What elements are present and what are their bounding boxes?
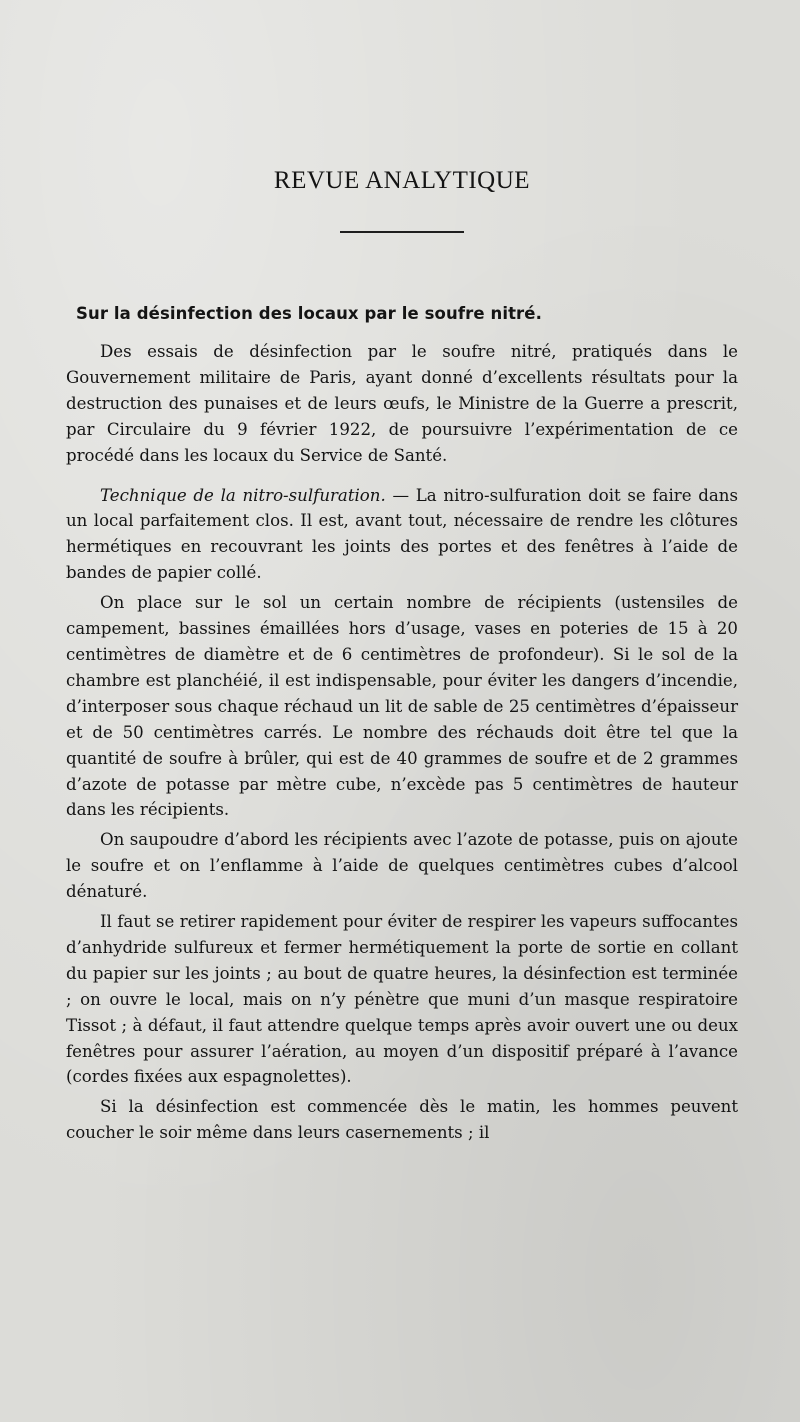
paragraph-3: [66, 590, 738, 823]
page-title: REVUE ANALYTIQUE: [273, 167, 531, 194]
paragraph-2-lead: Technique de la nitro-sulfuration.: [100, 485, 386, 505]
paragraph-1: [66, 339, 738, 469]
paragraph-6-text: Si la désinfection est commencée dès le matin, les hommes peuvent coucher le soir même dans leurs casernements ; il: [66, 1097, 738, 1143]
title-divider: [340, 231, 464, 233]
paragraph-2: [66, 483, 738, 587]
article-title: Sur la désinfection des locaux par le soufre nitré.: [76, 304, 542, 323]
paragraph-5-text: Il faut se retirer rapidement pour éviter de respirer les vapeurs suffocantes d’anhydride sulfureux et fermer hermétiquement la porte de sortie en collant du papier sur les joints ; au bout de quatre heures, la désinfection est terminée ; on ouvre le local, mais on n’y pénètre que muni d’un masque respiratoire Tissot ; à défaut, il faut attendre quelque temps après avoir ouvert une ou deux fenêtres pour assurer l’aération, au moyen d’un dispositif préparé à l’avance (cordes fixées aux espagnolettes).: [66, 912, 738, 1087]
paragraph-6: [66, 1094, 738, 1146]
paragraph-1-text: Des essais de désinfection par le soufre nitré, pratiqués dans le Gouvernement militaire de Paris, ayant donné d’excellents résultats pour la destruction des punaises et de leurs œufs, le Ministre de la Guerre a prescrit, par Circulaire du 9 février 1922, de poursuivre l’expérimentation de ce procédé dans les locaux du Service de Santé.: [66, 342, 738, 465]
page-content: [66, 165, 738, 1146]
paragraph-3-text: On place sur le sol un certain nombre de récipients (ustensiles de campement, bassines émaillées hors d’usage, vases en poteries de 15 à 20 centimètres de diamètre et de 6 centimètres de profondeur). Si le sol de la chambre est planchéié, il est indispensable, pour éviter les dangers d’incendie, d’interposer sous chaque réchaud un lit de sable de 25 centimètres d’épaisseur et de 50 centimètres carrés. Le nombre des réchauds doit être tel que la quantité de soufre à brûler, qui est de 40 grammes de soufre et de 2 grammes d’azote de potasse par mètre cube, n’excède pas 5 centimètres de hauteur dans les récipients.: [66, 593, 738, 820]
paragraph-2-text: — La nitro-sulfuration doit se faire dans un local parfaitement clos. Il est, avant tout, nécessaire de rendre les clôtures hermétiques en recouvrant les joints des portes et des fenêtres à l’aide de bandes de papier collé.: [66, 485, 738, 583]
paragraph-4: [66, 827, 738, 905]
paragraph-5: [66, 909, 738, 1090]
paragraph-4-text: On saupoudre d’abord les récipients avec l’azote de potasse, puis on ajoute le soufre et on l’enflamme à l’aide de quelques centimètres cubes d’alcool dénaturé.: [66, 830, 738, 902]
